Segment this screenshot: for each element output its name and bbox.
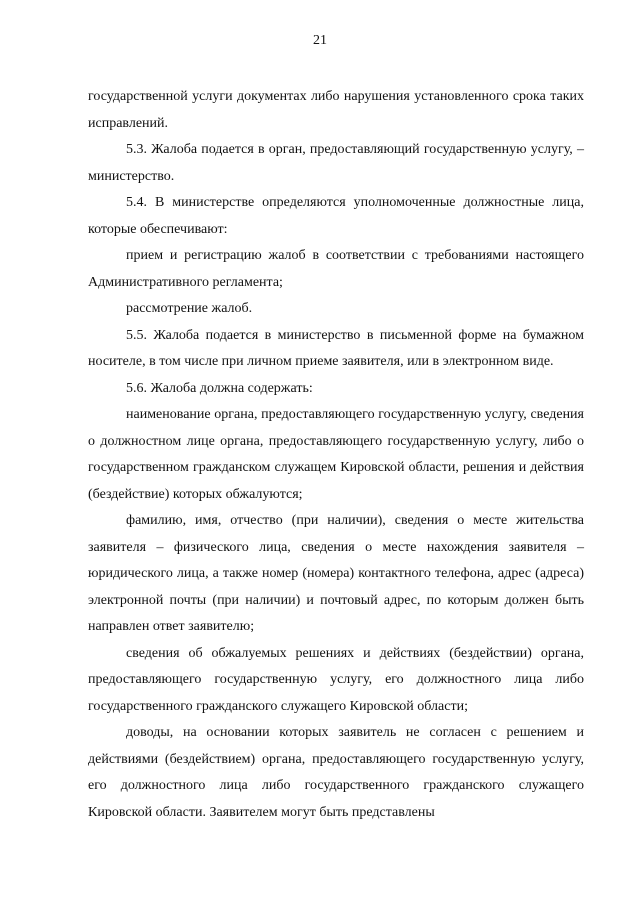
paragraph-5-4-item-review: рассмотрение жалоб. [126,301,253,316]
paragraph-5-4: 5.4. В министерстве определяются уполномоченные должностные лица, которые обеспечивают: [88,195,584,237]
paragraph-5-3: 5.3. Жалоба подается в орган, предоставляющий государственную услугу, – министерство. [88,142,584,184]
paragraph-5-6-item-organ: наименование органа, предоставляющего государственную услугу, сведения о должностном лице органа, предоставляющего государственную услугу, либо о государственном гражданском служащем Кировской области, решения и действия (бездействие) которых обжалуются; [88,407,584,502]
page-number: 21 [313,33,327,48]
paragraph-5-6-item-arguments: доводы, на основании которых заявитель не согласен с решением и действиями (бездействием) органа, предоставляющего государственную услугу, его должностного лица либо государственного гражданского служащего Кировской области. Заявителем могут быть представлены [88,725,584,820]
paragraph-5-6: 5.6. Жалоба должна содержать: [126,380,313,396]
paragraph-5-6-item-applicant: фамилию, имя, отчество (при наличии), сведения о месте жительства заявителя – физического лица, сведения о месте нахождения заявителя – юридического лица, а также номер (номера) контактного телефона, адрес (адреса) электронной почты (при наличии) и почтовый адрес, по которым должен быть направлен ответ заявителю; [88,513,584,634]
paragraph-5-6-item-decisions: сведения об обжалуемых решениях и действиях (бездействии) органа, предоставляющего государственную услугу, его должностного лица либо государственного гражданского служащего Кировской области; [88,645,584,714]
paragraph-continuation: государственной услуги документах либо нарушения установленного срока таких исправлений. [88,89,584,131]
paragraph-5-4-item-reception: прием и регистрацию жалоб в соответствии с требованиями настоящего Административного регламента; [88,248,584,290]
paragraph-5-5: 5.5. Жалоба подается в министерство в письменной форме на бумажном носителе, в том числе при личном приеме заявителя, или в электронном виде. [88,327,584,369]
body-text [88,84,584,826]
